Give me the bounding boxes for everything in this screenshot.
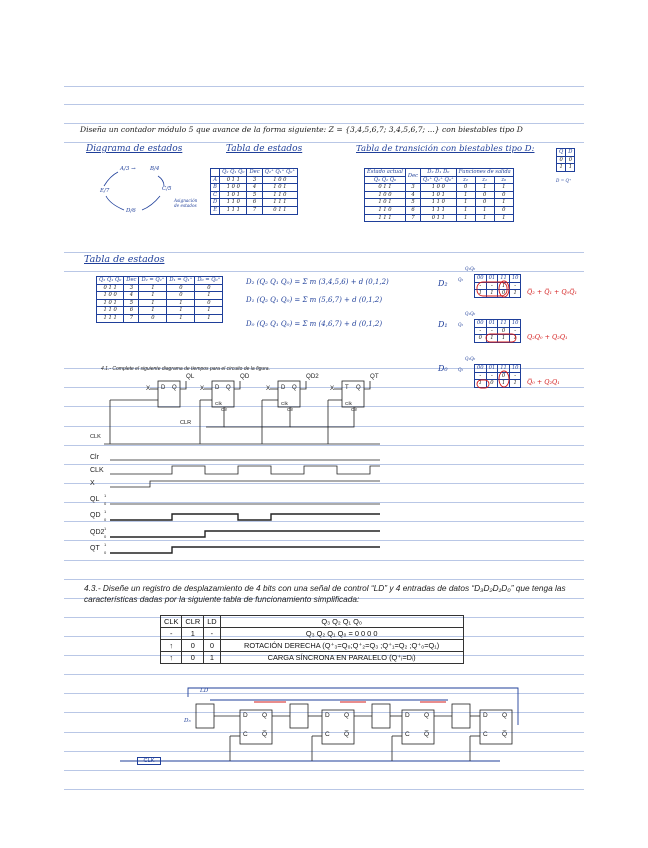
kmap-d1-label: D₁ bbox=[438, 320, 448, 329]
table-header-cell: 11 bbox=[498, 320, 510, 328]
clk-pin-label: Clk bbox=[215, 402, 222, 407]
kmap-d1-result: Q₂Q₀ + Q₂Q₁ bbox=[527, 333, 568, 341]
kmap-col-axis: Q₁Q₀ bbox=[465, 356, 476, 361]
table-cell: 1 bbox=[509, 335, 521, 343]
level-zero: 0 bbox=[104, 517, 107, 522]
table-header-row bbox=[161, 616, 464, 628]
table-cell: 1 bbox=[195, 314, 223, 322]
ff-t-pin: T bbox=[345, 385, 349, 391]
table-cell: 4 bbox=[124, 292, 139, 300]
wire bbox=[234, 381, 240, 389]
output-ql: QL bbox=[186, 373, 195, 380]
clr-input-label: CLR bbox=[180, 420, 192, 426]
table-cell: - bbox=[486, 327, 498, 335]
table-cell: 1 bbox=[494, 199, 513, 207]
table-cell: 1 0 1 bbox=[220, 191, 247, 199]
clr-pin-label: Clr bbox=[351, 408, 358, 413]
table-cell: 1 bbox=[167, 307, 195, 315]
level-one: 1 bbox=[104, 542, 107, 547]
equation-d2: D₂ (Q₂ Q₁ Q₀) = Σ m (3,4,5,6) + d (0,1,2) bbox=[246, 278, 389, 286]
table-cell: 4 bbox=[247, 184, 262, 192]
table-cell: 1 1 1 bbox=[421, 206, 457, 214]
table-cell: 1 bbox=[195, 292, 223, 300]
wire bbox=[180, 381, 186, 389]
table-cell: 1 1 0 bbox=[365, 206, 406, 214]
output-qt: QT bbox=[370, 373, 379, 380]
state-a: A/3 → bbox=[120, 166, 136, 172]
ff-q-pin: Q bbox=[356, 385, 361, 391]
table-header-cell: Q₂ Q₁ Q₀ bbox=[365, 176, 406, 184]
wire bbox=[364, 381, 370, 389]
table-cell: 3 bbox=[247, 176, 262, 184]
table-cell: 1 bbox=[557, 164, 566, 172]
table-cell: - bbox=[204, 628, 220, 640]
table-cell: 0 bbox=[167, 284, 195, 292]
table-cell: 1 1 0 bbox=[262, 191, 298, 199]
arrow-d-e bbox=[106, 196, 124, 210]
clr-wire bbox=[290, 407, 354, 427]
table-cell: 7 bbox=[247, 206, 262, 214]
table-cell: 4 bbox=[405, 191, 420, 199]
table-header-cell: 11 bbox=[498, 365, 510, 373]
table-cell: 7 bbox=[124, 314, 139, 322]
kmap-col-axis: Q₁Q₀ bbox=[465, 311, 476, 316]
ff-d-pin: D bbox=[281, 385, 286, 391]
table-header-cell: Q bbox=[557, 149, 566, 157]
table-cell: 0 bbox=[566, 156, 575, 164]
kmap-row-axis: Q₂ bbox=[458, 367, 464, 372]
table-cell: 1 bbox=[475, 214, 494, 222]
x-signal bbox=[110, 481, 380, 487]
table-header-cell: Q₂ Q₁ Q₀ bbox=[220, 169, 247, 177]
kmap-d2-label: D₂ bbox=[438, 279, 448, 288]
table-header-cell: z₁ bbox=[475, 176, 494, 184]
table-cell: 1 1 1 bbox=[262, 199, 298, 207]
mux-3 bbox=[196, 704, 214, 728]
table-cell: 1 0 0 bbox=[97, 292, 124, 300]
table-header-cell: z₀ bbox=[494, 176, 513, 184]
kmap-row-axis: Q₂ bbox=[458, 322, 464, 327]
table-header-cell: CLK bbox=[161, 616, 182, 628]
table-cell: 1 0 1 bbox=[421, 191, 457, 199]
table-cell: 5 bbox=[124, 299, 139, 307]
table-cell: 1 0 1 bbox=[97, 299, 124, 307]
table-row bbox=[161, 628, 464, 640]
ff-q-pin: Q bbox=[172, 385, 177, 391]
table-header-cell: 00 bbox=[475, 365, 487, 373]
table-header-cell: LD bbox=[204, 616, 220, 628]
state-d: D/6 bbox=[126, 208, 136, 214]
signal-clk: CLK bbox=[90, 467, 104, 474]
kmap-group bbox=[499, 281, 509, 297]
level-one: 1 bbox=[104, 509, 107, 514]
signal-clr: Clr bbox=[90, 454, 99, 461]
ff-d-pin: D bbox=[243, 712, 248, 719]
ff-qbar-pin: Q̅ bbox=[262, 731, 268, 738]
table-cell: 1 bbox=[475, 184, 494, 192]
table-cell: - bbox=[509, 282, 521, 290]
table-cell: 1 bbox=[139, 299, 167, 307]
ff-c-pin: C bbox=[405, 731, 410, 738]
kmap-d0-result: Q̅₀ + Q₂Q₁ bbox=[527, 378, 560, 386]
table-cell: 1 bbox=[494, 214, 513, 222]
level-one: 1 bbox=[104, 526, 107, 531]
clk-pin-label: Clk bbox=[281, 402, 288, 407]
ff-c-pin: C bbox=[483, 731, 488, 738]
state-diagram-arrows bbox=[104, 172, 164, 210]
table-cell: 6 bbox=[124, 307, 139, 315]
table-cell: 1 1 1 bbox=[220, 206, 247, 214]
table-cell: 0 bbox=[204, 640, 220, 652]
table-header-cell: D₀ = Q₀⁺ bbox=[195, 277, 223, 285]
state-b: B/4 bbox=[150, 166, 160, 172]
qt-trace bbox=[110, 547, 380, 553]
table-header-cell: 01 bbox=[486, 320, 498, 328]
table-header-cell: Dec bbox=[405, 169, 420, 184]
table-cell: 1 bbox=[486, 335, 498, 343]
table-row bbox=[161, 640, 464, 652]
ff-c-pin: C bbox=[325, 731, 330, 738]
table-cell: 0 bbox=[456, 184, 475, 192]
level-zero: 0 bbox=[104, 501, 107, 506]
table-header-cell: z₂ bbox=[456, 176, 475, 184]
table-cell: - bbox=[509, 327, 521, 335]
table-cell: 3 bbox=[405, 184, 420, 192]
table-cell: 1 bbox=[486, 290, 498, 298]
state-e: E/7 bbox=[100, 188, 110, 194]
table-header-cell: Q₃ Q₂ Q₁ Q₀ bbox=[220, 616, 463, 628]
table-cell: 1 0 0 bbox=[421, 184, 457, 192]
table-cell: 0 bbox=[139, 314, 167, 322]
state-c: C/5 bbox=[162, 186, 172, 192]
ff-d-pin: D bbox=[161, 385, 166, 391]
table-header-cell: D bbox=[566, 149, 575, 157]
table-header-cell: Q₂⁺ Q₁⁺ Q₀⁺ bbox=[421, 176, 457, 184]
table-cell: 1 bbox=[456, 206, 475, 214]
table-cell: 0 1 1 bbox=[97, 284, 124, 292]
table-cell: 7 bbox=[405, 214, 420, 222]
table-header-cell: 00 bbox=[475, 320, 487, 328]
table-cell: 1 bbox=[167, 299, 195, 307]
mux-2 bbox=[290, 704, 308, 728]
table-cell: 0 bbox=[498, 327, 510, 335]
table-cell: 1 bbox=[494, 184, 513, 192]
table-cell: 1 bbox=[498, 335, 510, 343]
table-cell: 1 bbox=[182, 628, 204, 640]
state-table-2-title: Tabla de estados bbox=[84, 254, 165, 265]
table-cell: 1 bbox=[475, 290, 487, 298]
table-cell: CARGA SÍNCRONA EN PARALELO (Q⁺ᵢ=Dᵢ) bbox=[220, 652, 463, 664]
table-cell: 0 bbox=[475, 191, 494, 199]
ff-q-pin: Q bbox=[424, 712, 430, 719]
table-cell: 0 bbox=[498, 290, 510, 298]
table-header-cell: 00 bbox=[475, 275, 487, 283]
clr-wire bbox=[224, 407, 290, 427]
ff-q-pin: Q bbox=[292, 385, 297, 391]
table-cell: - bbox=[486, 282, 498, 290]
table-cell: E bbox=[211, 206, 220, 214]
equation-d1: D₁ (Q₂ Q₁ Q₀) = Σ m (5,6,7) + d (0,1,2) bbox=[246, 296, 383, 304]
ff-d-pin: D bbox=[405, 712, 410, 719]
timing-diagram bbox=[110, 460, 380, 553]
table-cell: D bbox=[211, 199, 220, 207]
table-cell: 1 bbox=[498, 282, 510, 290]
clk-input-box: CLK bbox=[137, 757, 161, 765]
table-cell: - bbox=[486, 372, 498, 380]
table-cell: 0 1 1 bbox=[220, 176, 247, 184]
table-header-cell: 11 bbox=[498, 275, 510, 283]
table-cell: 1 bbox=[509, 380, 521, 388]
input-x: X bbox=[266, 385, 271, 392]
table-cell: 6 bbox=[247, 199, 262, 207]
table-header-cell: Q₂ Q₁ Q₀ bbox=[97, 277, 124, 285]
state-assignment-note: Asignación de estados bbox=[174, 198, 198, 208]
level-zero: 0 bbox=[104, 550, 107, 555]
table-cell: 3 bbox=[124, 284, 139, 292]
ff-d-pin: D bbox=[325, 712, 330, 719]
kmap-group bbox=[499, 371, 509, 387]
ff-qbar-pin: Q̅ bbox=[344, 731, 350, 738]
table-header-cell: 10 bbox=[509, 365, 521, 373]
function-table bbox=[160, 615, 464, 664]
d-equals-q-note: D = Q⁺ bbox=[556, 178, 572, 183]
signal-qd2: QD2 bbox=[90, 529, 105, 536]
table-cell: 1 bbox=[498, 380, 510, 388]
table-cell: 0 bbox=[494, 206, 513, 214]
mux-1 bbox=[372, 704, 390, 728]
clk-pin-label: Clk bbox=[345, 402, 352, 407]
table-cell: Q₃ Q₂ Q₁ Q₀ = 0 0 0 0 bbox=[220, 628, 463, 640]
table-header-cell: D₁ = Q₁⁺ bbox=[167, 277, 195, 285]
table-cell: 1 bbox=[139, 292, 167, 300]
output-qd: QD bbox=[240, 373, 250, 380]
level-zero: 0 bbox=[104, 534, 107, 539]
table-cell: 0 1 1 bbox=[262, 206, 298, 214]
ff-qbar-pin: Q̅ bbox=[424, 731, 430, 738]
table-cell: 0 bbox=[498, 372, 510, 380]
table-cell: 1 bbox=[456, 199, 475, 207]
table-cell: ROTACIÓN DERECHA (Q⁺₃=Q₀;Q⁺₂=Q₃ ;Q⁺₁=Q₂ ;Q⁺₀=Q₁) bbox=[220, 640, 463, 652]
table-header-cell: 10 bbox=[509, 320, 521, 328]
table-header-cell: D₂ = Q₂⁺ bbox=[139, 277, 167, 285]
table-header-cell: 01 bbox=[486, 275, 498, 283]
d3-input-label: D₃ bbox=[184, 718, 191, 724]
arrow-c-d bbox=[142, 196, 160, 210]
table-header-cell: 01 bbox=[486, 365, 498, 373]
table-cell: 1 bbox=[456, 214, 475, 222]
arrow-e-a bbox=[104, 172, 118, 186]
table-cell: 1 0 1 bbox=[262, 184, 298, 192]
table-cell: 0 bbox=[195, 284, 223, 292]
transition-table-title: Tabla de transición con biestables tipo D: bbox=[356, 144, 535, 154]
table-row bbox=[161, 652, 464, 664]
signal-ql: QL bbox=[90, 496, 100, 503]
table-cell: 1 1 1 bbox=[97, 314, 124, 322]
table-header-cell: 10 bbox=[509, 275, 521, 283]
table-cell: - bbox=[475, 327, 487, 335]
table-cell: 1 1 0 bbox=[220, 199, 247, 207]
clk-signal bbox=[110, 466, 380, 474]
exercise-41-caption: 4.1.- Complete el siguiente diagrama de tiempos para el circuito de la figura. bbox=[101, 366, 270, 372]
table-cell: 1 bbox=[509, 290, 521, 298]
input-x: X bbox=[330, 385, 335, 392]
table-cell: 0 bbox=[494, 191, 513, 199]
ff-d-pin: D bbox=[215, 385, 220, 391]
exercise-43-circuit bbox=[120, 688, 518, 761]
table-cell: 0 bbox=[182, 640, 204, 652]
table-cell: A bbox=[211, 176, 220, 184]
ff-c-pin: C bbox=[243, 731, 248, 738]
clr-pin-label: Clr bbox=[221, 408, 228, 413]
wire bbox=[300, 381, 306, 389]
table-cell: - bbox=[509, 372, 521, 380]
table-cell: 1 1 0 bbox=[97, 307, 124, 315]
level-one: 1 bbox=[104, 493, 107, 498]
table-header-cell: Dec bbox=[124, 277, 139, 285]
table-cell: 5 bbox=[247, 191, 262, 199]
arrow-b-c bbox=[158, 176, 164, 186]
kmap-groupings bbox=[477, 281, 516, 388]
table-header-cell: CLR bbox=[182, 616, 204, 628]
ff-q-pin: Q bbox=[262, 712, 268, 719]
table-header-cell: Q₂⁺ Q₁⁺ Q₀⁺ bbox=[262, 169, 298, 177]
table-cell: 1 0 1 bbox=[365, 199, 406, 207]
state-diagram-title: Diagrama de estados bbox=[86, 144, 183, 154]
table-cell: 0 bbox=[475, 335, 487, 343]
table-cell: 0 bbox=[475, 199, 494, 207]
kmap-group bbox=[477, 282, 507, 296]
table-cell: 1 bbox=[167, 314, 195, 322]
ff-q-pin: Q bbox=[344, 712, 350, 719]
problem-statement: Diseña un contador módulo 5 que avance de la forma siguiente: Z = {3,4,5,6,7; 3,4,5,6,7; ...} con biestables tipo D bbox=[80, 125, 523, 134]
table-header-cell: Estado actual bbox=[365, 169, 406, 177]
input-x: X bbox=[200, 385, 205, 392]
ff-q-pin: Q bbox=[226, 385, 231, 391]
equation-d0: D₀ (Q₂ Q₁ Q₀) = Σ m (4,6,7) + d (0,1,2) bbox=[246, 320, 383, 328]
ld-label: LD bbox=[200, 688, 209, 694]
table-cell: 5 bbox=[405, 199, 420, 207]
table-cell: 1 0 0 bbox=[220, 184, 247, 192]
table-cell: 0 bbox=[486, 380, 498, 388]
table-cell: 1 bbox=[195, 307, 223, 315]
kmap-col-axis: Q₁Q₀ bbox=[465, 266, 476, 271]
table-cell: 1 0 0 bbox=[365, 191, 406, 199]
output-qd2: QD2 bbox=[306, 373, 319, 380]
table-cell: C bbox=[211, 191, 220, 199]
table-cell: 1 bbox=[475, 380, 487, 388]
table-header-cell: D₂ D₁ D₀ bbox=[421, 169, 457, 177]
ff-d-pin: D bbox=[483, 712, 488, 719]
kmap-group bbox=[486, 334, 516, 342]
feedback-wire bbox=[188, 688, 518, 725]
clr-pin-label: Clr bbox=[287, 408, 294, 413]
table-cell: 1 bbox=[139, 307, 167, 315]
table-cell: 6 bbox=[405, 206, 420, 214]
table-cell: ↑ bbox=[161, 640, 182, 652]
kmap-row-axis: Q₂ bbox=[458, 277, 464, 282]
table-cell: 1 1 0 bbox=[421, 199, 457, 207]
mux-0 bbox=[452, 704, 470, 728]
state-table-title: Tabla de estados bbox=[226, 144, 303, 154]
table-cell: 1 bbox=[475, 206, 494, 214]
kmap-group bbox=[477, 380, 489, 388]
table-cell: ↑ bbox=[161, 652, 182, 664]
table-cell: 0 bbox=[557, 156, 566, 164]
table-cell: - bbox=[475, 282, 487, 290]
input-x: X bbox=[146, 385, 151, 392]
table-cell: - bbox=[161, 628, 182, 640]
table-cell: 0 1 1 bbox=[421, 214, 457, 222]
table-header-cell: Dec bbox=[247, 169, 262, 177]
table-cell: 0 bbox=[167, 292, 195, 300]
table-cell: 1 bbox=[566, 164, 575, 172]
table-cell: 0 1 1 bbox=[365, 184, 406, 192]
signal-qt: QT bbox=[90, 545, 100, 552]
table-cell: 1 1 1 bbox=[365, 214, 406, 222]
table-header-cell: Funciones de salida bbox=[456, 169, 513, 177]
signal-x: X bbox=[90, 480, 95, 487]
qd-trace bbox=[110, 514, 380, 520]
clk-input-label: CLK bbox=[90, 434, 101, 440]
table-cell: 1 0 0 bbox=[262, 176, 298, 184]
table-cell: 0 bbox=[195, 299, 223, 307]
table-cell: B bbox=[211, 184, 220, 192]
table-cell: 1 bbox=[456, 191, 475, 199]
table-cell: 1 bbox=[139, 284, 167, 292]
signal-qd: QD bbox=[90, 512, 101, 519]
table-cell: - bbox=[475, 372, 487, 380]
ff-q-pin: Q bbox=[502, 712, 508, 719]
kmap-d2-result: Q̅₂ + Q̅₁ + Q₀Q̅₁ bbox=[527, 288, 578, 296]
ff-qbar-pin: Q̅ bbox=[502, 731, 508, 738]
table-cell: 0 bbox=[182, 652, 204, 664]
exercise-43-statement: 4.3.- Diseñe un registro de desplazamiento de 4 bits con una señal de control “LD” y 4 entradas de datos “D₃D₂D₁D₀” que tenga las características dadas por la siguiente tabla de funcionamiento simplificada: bbox=[84, 583, 566, 604]
table-cell: 1 bbox=[204, 652, 220, 664]
qd2-trace bbox=[110, 531, 380, 537]
kmap-d0-label: D₀ bbox=[438, 364, 448, 373]
